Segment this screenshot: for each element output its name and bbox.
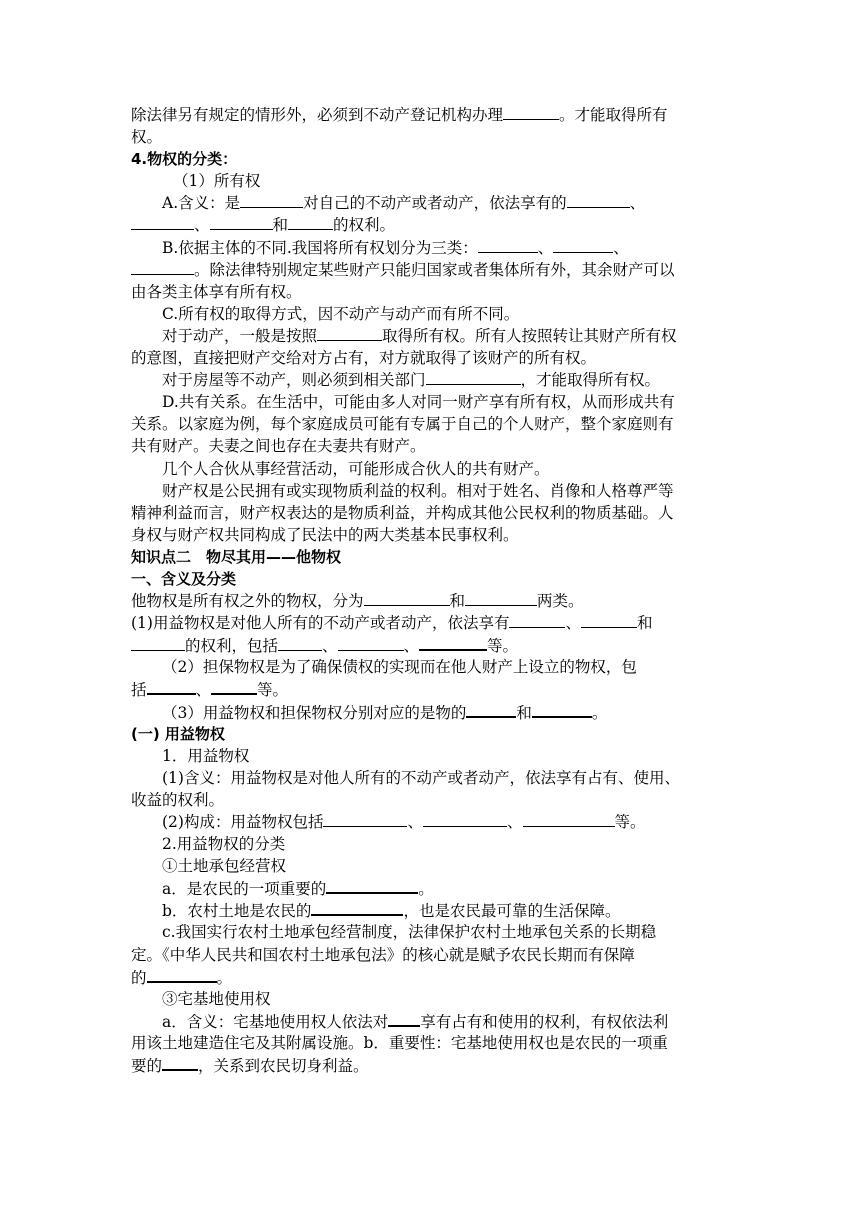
text-run: 身权与财产权共同构成了民法中的两大类基本民事权利。 bbox=[131, 525, 519, 544]
text-line bbox=[131, 126, 729, 148]
text-run: 和 bbox=[516, 703, 532, 722]
text-line bbox=[131, 767, 760, 789]
text-line bbox=[131, 789, 729, 811]
text-run: 。才能取得所有 bbox=[559, 106, 668, 124]
text-run: 和 bbox=[636, 614, 653, 633]
text-line bbox=[131, 391, 760, 413]
text-line bbox=[131, 104, 729, 126]
text-run: (1)用益物权是对他人所有的不动产或者动产，依法享有 bbox=[131, 614, 510, 633]
text-run: 几个人合伙从事经营活动，可能形成合伙人的共有财产。 bbox=[162, 459, 550, 478]
text-run: 、 bbox=[537, 238, 554, 257]
text-line bbox=[131, 1032, 729, 1054]
text-run: a．是农民的一项重要的 bbox=[162, 880, 327, 899]
text-run: 收益的权利。 bbox=[131, 790, 225, 809]
text-run: （3）用益物权和担保物权分别对应的是物的 bbox=[162, 703, 467, 722]
text-line bbox=[131, 237, 760, 259]
text-line bbox=[131, 281, 729, 303]
fill-in-blank bbox=[147, 678, 196, 695]
text-run: 和 bbox=[272, 216, 289, 235]
text-run: 财产权是公民拥有或实现物质利益的权利。相对于姓名、肖像和人格尊严等 bbox=[162, 481, 674, 500]
text-run: 和 bbox=[449, 592, 466, 611]
text-run: 定。《中华人民共和国农村土地承包法》的核心就是赋予农民长期而有保障 bbox=[131, 945, 635, 964]
fill-in-blank bbox=[503, 104, 559, 120]
text-line bbox=[131, 944, 729, 966]
fill-in-blank bbox=[532, 701, 592, 718]
text-line bbox=[131, 590, 729, 612]
text-run: 共有财产。夫妻之间也存在夫妻共有财产。 bbox=[131, 437, 426, 456]
text-run: 知识点二 物尽其用——他物权 bbox=[131, 547, 342, 566]
text-line bbox=[131, 811, 760, 833]
text-line bbox=[131, 656, 760, 678]
text-run: 要的 bbox=[131, 1057, 163, 1076]
text-run: （1）所有权 bbox=[173, 172, 261, 191]
text-line bbox=[131, 988, 760, 1010]
document-body bbox=[131, 104, 731, 1076]
fill-in-blank bbox=[388, 1010, 420, 1027]
text-run: 。 bbox=[216, 968, 233, 987]
text-run: 等。 bbox=[257, 681, 289, 700]
text-run: 取得所有权。所有人按照转让其财产所有权 bbox=[382, 326, 677, 345]
text-run: 、 bbox=[506, 813, 523, 831]
fill-in-blank bbox=[509, 612, 565, 628]
text-run: ①土地承包经营权 bbox=[162, 857, 287, 876]
text-run: 、 bbox=[403, 637, 420, 656]
fill-in-blank bbox=[317, 325, 382, 341]
fill-in-blank bbox=[147, 966, 217, 983]
text-run: ，才能取得所有权。 bbox=[520, 371, 661, 390]
text-run: 等。 bbox=[614, 813, 646, 831]
text-run: C.所有权的取得方式，因不动产与动产而有所不同。 bbox=[162, 304, 520, 323]
text-run: ，关系到农民切身利益。 bbox=[198, 1057, 369, 1076]
text-line bbox=[131, 1054, 729, 1076]
text-run: 对于动产，一般是按照 bbox=[162, 326, 318, 345]
text-line bbox=[131, 502, 729, 524]
text-run: 1．用益物权 bbox=[162, 746, 250, 765]
fill-in-blank bbox=[288, 214, 333, 230]
fill-in-blank bbox=[364, 590, 450, 606]
text-line bbox=[131, 546, 729, 568]
text-run: 一、含义及分类 bbox=[131, 569, 237, 588]
fill-in-blank bbox=[326, 877, 418, 894]
text-run: 、 bbox=[407, 813, 423, 831]
text-run: 的意图，直接把财产交给对方占有，对方就取得了该财产的所有权。 bbox=[131, 349, 597, 368]
fill-in-blank bbox=[581, 612, 637, 628]
text-line bbox=[131, 855, 760, 877]
text-run: 除法律另有规定的情形外，必须到不动产登记机构办理 bbox=[131, 106, 504, 124]
text-line bbox=[131, 877, 760, 899]
text-line bbox=[131, 678, 729, 700]
text-run: 、 bbox=[194, 216, 210, 235]
text-run: 、 bbox=[629, 194, 646, 213]
fill-in-blank bbox=[240, 192, 303, 208]
text-line bbox=[131, 524, 729, 546]
text-line bbox=[131, 214, 729, 236]
fill-in-blank bbox=[311, 899, 403, 916]
text-run: 两类。 bbox=[537, 592, 584, 611]
text-run: 。 bbox=[418, 880, 434, 899]
text-line bbox=[131, 833, 760, 855]
text-line bbox=[131, 435, 729, 457]
text-run: 。除法律特别规定某些财产只能归国家或者集体所有外，其余财产可以 bbox=[194, 260, 675, 279]
fill-in-blank bbox=[523, 811, 615, 827]
text-run: 对自己的不动产或者动产，依法享有的 bbox=[303, 194, 567, 213]
text-run: 、 bbox=[322, 637, 338, 656]
text-run: 享有占有和使用的权利，有权依法利 bbox=[420, 1012, 669, 1031]
text-line bbox=[131, 480, 760, 502]
text-run: A.含义：是 bbox=[162, 194, 241, 213]
text-run: ③宅基地使用权 bbox=[162, 989, 271, 1008]
fill-in-blank bbox=[465, 590, 537, 606]
fill-in-blank bbox=[419, 634, 487, 651]
text-line bbox=[131, 325, 760, 347]
text-run: 用该土地建造住宅及其附属设施。b．重要性：宅基地使用权也是农民的一项重 bbox=[131, 1033, 668, 1052]
fill-in-blank bbox=[211, 678, 257, 695]
text-run: 由各类主体享有所有权。 bbox=[131, 282, 302, 301]
text-line bbox=[131, 1010, 760, 1032]
text-run: 关系。以家庭为例，每个家庭成员可能有专属于自己的个人财产，整个家庭则有 bbox=[131, 415, 674, 434]
fill-in-blank bbox=[131, 635, 185, 651]
text-line bbox=[131, 612, 729, 634]
text-run: 精神利益而言，财产权表达的是物质利益，并构成其他公民权利的物质基础。人 bbox=[131, 503, 674, 522]
text-run: D.共有关系。在生活中，可能由多人对同一财产享有所有权，从而形成共有 bbox=[162, 393, 675, 412]
text-line bbox=[131, 458, 760, 480]
text-run: (一) 用益物权 bbox=[131, 724, 225, 743]
text-run: 、 bbox=[613, 238, 629, 257]
text-run: 2.用益物权的分类 bbox=[162, 835, 286, 854]
text-run: (2)构成：用益物权包括 bbox=[162, 813, 324, 831]
text-run: c.我国实行农村土地承包经营制度，法律保护农村土地承包关系的长期稳 bbox=[162, 923, 657, 942]
text-run: 括 bbox=[131, 681, 147, 700]
text-run: 等。 bbox=[487, 637, 519, 656]
fill-in-blank bbox=[323, 811, 407, 827]
text-run: B.依据主体的不同.我国将所有权划分为三类： bbox=[162, 238, 478, 257]
text-run: 。 bbox=[591, 703, 608, 722]
text-run: ，也是农民最可靠的生活保障。 bbox=[403, 902, 621, 921]
text-run: 的 bbox=[131, 968, 147, 987]
text-line bbox=[131, 347, 729, 369]
fill-in-blank bbox=[426, 369, 521, 385]
text-run: a．含义：宅基地使用权人依法对 bbox=[162, 1012, 389, 1031]
fill-in-blank bbox=[162, 1054, 198, 1071]
text-run: 对于房屋等不动产，则必须到相关部门 bbox=[162, 371, 426, 390]
fill-in-blank bbox=[338, 635, 404, 651]
text-run: 他物权是所有权之外的物权，分为 bbox=[131, 592, 364, 611]
text-run: 4.物权的分类： bbox=[131, 150, 238, 169]
fill-in-blank bbox=[553, 237, 613, 253]
fill-in-blank bbox=[567, 192, 630, 208]
text-line bbox=[131, 634, 729, 656]
text-line bbox=[131, 170, 771, 192]
text-line bbox=[131, 701, 760, 723]
text-line bbox=[131, 745, 760, 767]
fill-in-blank bbox=[278, 635, 322, 651]
fill-in-blank bbox=[466, 701, 516, 718]
text-run: 的权利。 bbox=[333, 216, 396, 235]
text-line bbox=[131, 259, 729, 281]
text-run: 权。 bbox=[131, 128, 163, 147]
text-run: （2）担保物权是为了确保债权的实现而在他人财产上设立的物权，包 bbox=[162, 658, 637, 677]
text-line bbox=[131, 192, 760, 214]
text-line bbox=[131, 568, 729, 590]
fill-in-blank bbox=[131, 259, 194, 275]
text-run: 、 bbox=[195, 681, 212, 700]
text-line bbox=[131, 369, 760, 391]
text-line bbox=[131, 148, 729, 170]
text-line bbox=[131, 723, 729, 745]
fill-in-blank bbox=[423, 811, 507, 827]
text-run: (1)含义：用益物权是对他人所有的不动产或者动产，依法享有占有、使用、 bbox=[162, 768, 680, 787]
fill-in-blank bbox=[131, 214, 194, 230]
text-line bbox=[131, 413, 729, 435]
text-run: 的权利，包括 bbox=[185, 637, 279, 656]
text-line bbox=[131, 303, 760, 325]
text-line bbox=[131, 921, 760, 943]
fill-in-blank bbox=[478, 237, 538, 253]
text-line bbox=[131, 899, 760, 921]
fill-in-blank bbox=[210, 214, 273, 230]
text-run: b．农村土地是农民的 bbox=[162, 902, 312, 921]
text-line bbox=[131, 966, 729, 988]
text-run: 、 bbox=[565, 614, 581, 633]
